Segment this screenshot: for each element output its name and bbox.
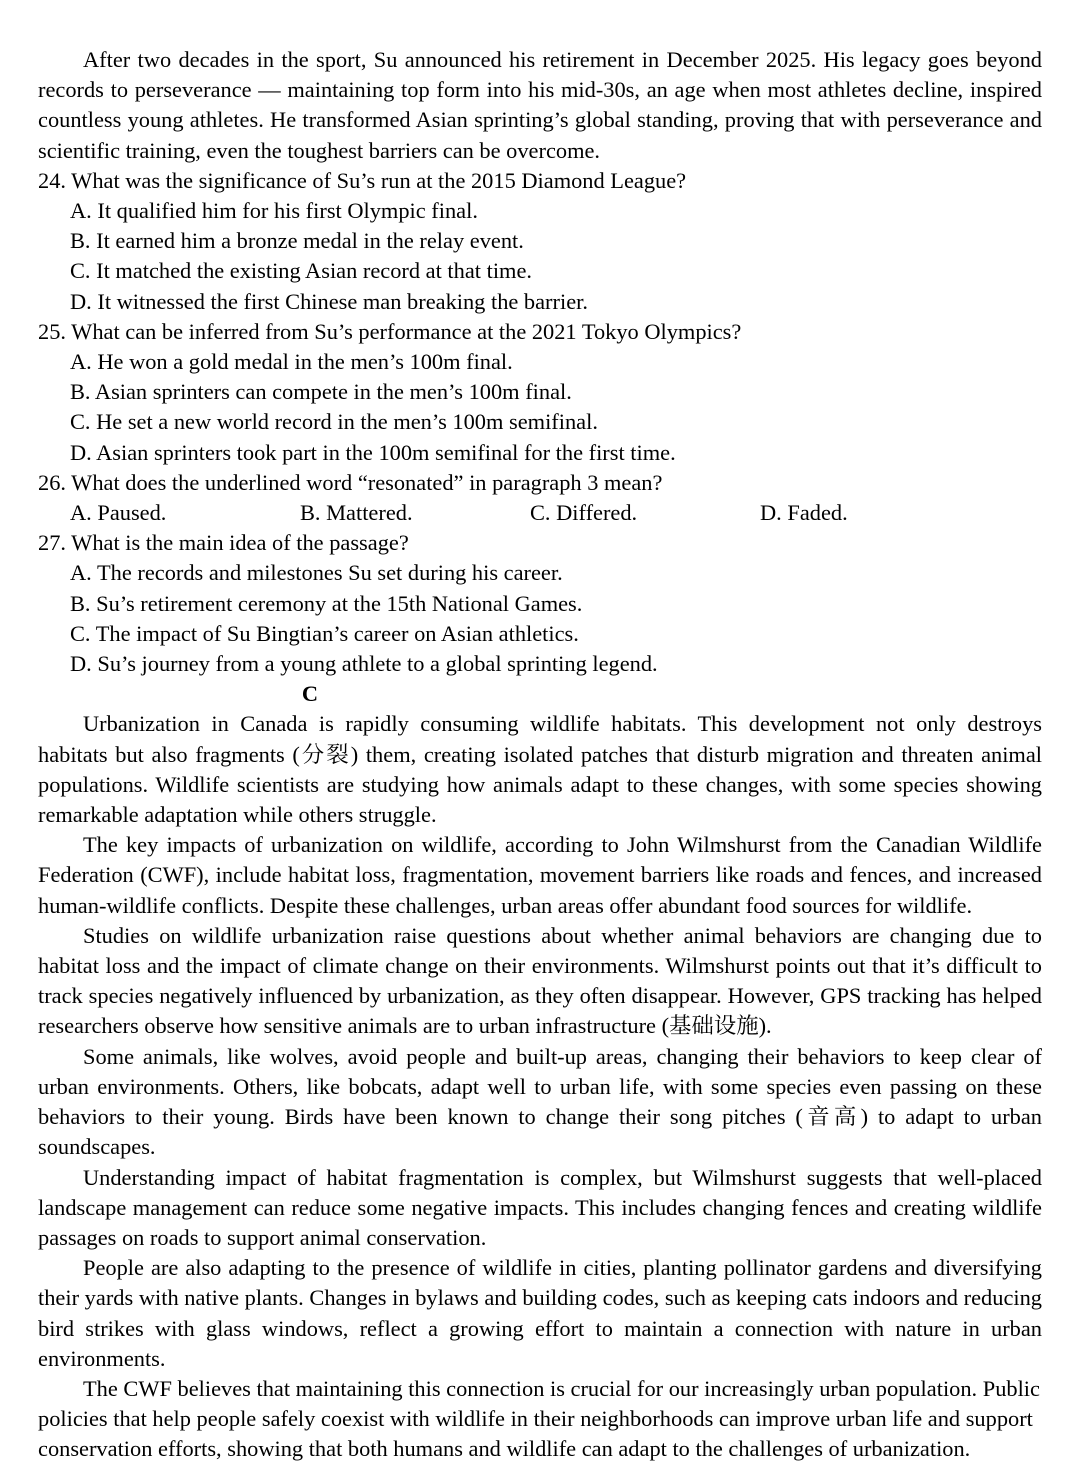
- question-27-option-a[interactable]: A. The records and milestones Su set during his career.: [70, 560, 563, 586]
- section-c-paragraph-6: People are also adapting to the presence of wildlife in cities, planting pollinator gardens and diversifying their yards with native plants. Changes in bylaws and building codes, such as keeping cats indoors and reducing bird strikes with glass windows, reflect a growing effort to maintain a connection with nature in urban environments.: [38, 1255, 1042, 1371]
- question-25-option-d[interactable]: D. Asian sprinters took part in the 100m semifinal for the first time.: [70, 439, 676, 465]
- question-25-option-b[interactable]: B. Asian sprinters can compete in the men’s 100m final.: [70, 379, 572, 405]
- question-25-stem: 25. What can be inferred from Su’s performance at the 2021 Tokyo Olympics?: [38, 318, 742, 344]
- question-24-option-d[interactable]: D. It witnessed the first Chinese man breaking the barrier.: [70, 288, 588, 314]
- question-24-option-a[interactable]: A. It qualified him for his first Olympic final.: [70, 198, 478, 224]
- question-27-option-d[interactable]: D. Su’s journey from a young athlete to a global sprinting legend.: [70, 651, 658, 677]
- question-24-option-c[interactable]: C. It matched the existing Asian record at that time.: [70, 258, 532, 284]
- section-c-paragraph-1: Urbanization in Canada is rapidly consuming wildlife habitats. This development not only destroys habitats but also fragments (分裂) them, creating isolated patches that disturb migration and threaten animal populations. Wildlife scientists are studying how animals adapt to these changes, with some species showing remarkable adaptation while others struggle.: [38, 711, 1042, 828]
- question-26-stem: 26. What does the underlined word “resonated” in paragraph 3 mean?: [38, 469, 663, 495]
- question-26-option-d[interactable]: D. Faded.: [760, 500, 848, 526]
- intro-paragraph: After two decades in the sport, Su announced his retirement in December 2025. His legacy goes beyond records to perseverance — maintaining top form into his mid-30s, an age when most athletes decline, inspired countless young athletes. He transformed Asian sprinting’s global standing, proving that with perseverance and scientific training, even the toughest barriers can be overcome.: [38, 47, 1042, 163]
- question-25-option-a[interactable]: A. He won a gold medal in the men’s 100m final.: [70, 349, 513, 375]
- question-25-option-c[interactable]: C. He set a new world record in the men’s 100m semifinal.: [70, 409, 598, 435]
- question-26-option-b[interactable]: B. Mattered.: [300, 500, 413, 526]
- question-26-options-row: [38, 498, 1042, 528]
- section-c-paragraph-4: Some animals, like wolves, avoid people and built-up areas, changing their behaviors to keep clear of urban environments. Others, like bobcats, adapt well to urban life, with some species even passing on these behaviors to their young. Birds have been known to change their song pitches (音高) to adapt to urban soundscapes.: [38, 1043, 1042, 1160]
- section-c-paragraph-2: The key impacts of urbanization on wildlife, according to John Wilmshurst from the Canadian Wildlife Federation (CWF), include habitat loss, fragmentation, movement barriers like roads and fences, and increased human-wildlife conflicts. Despite these challenges, urban areas offer abundant food sources for wildlife.: [38, 832, 1042, 918]
- question-26-option-a[interactable]: A. Paused.: [70, 500, 167, 526]
- section-c-paragraph-7: The CWF believes that maintaining this connection is crucial for our increasingly urban population. Public policies that help people safely coexist with wildlife in their neighborhoods can improve urban life and support conservation efforts, showing that both humans and wildlife can adapt to the challenges of urbanization.: [38, 1375, 1040, 1462]
- question-27-stem: 27. What is the main idea of the passage?: [38, 530, 409, 556]
- question-24-option-b[interactable]: B. It earned him a bronze medal in the relay event.: [70, 228, 524, 254]
- section-letter-c: C: [301, 681, 319, 707]
- section-c-paragraph-5: Understanding impact of habitat fragmentation is complex, but Wilmshurst suggests that well-placed landscape management can reduce some negative impacts. This includes changing fences and creating wildlife passages on roads to support animal conservation.: [38, 1164, 1042, 1250]
- question-24-stem: 24. What was the significance of Su’s run at the 2015 Diamond League?: [38, 167, 687, 193]
- question-26-option-c[interactable]: C. Differed.: [530, 500, 638, 526]
- question-27-option-b[interactable]: B. Su’s retirement ceremony at the 15th National Games.: [70, 590, 583, 616]
- question-27-option-c[interactable]: C. The impact of Su Bingtian’s career on Asian athletics.: [70, 620, 579, 646]
- section-c-paragraph-3: Studies on wildlife urbanization raise questions about whether animal behaviors are changing due to habitat loss and the impact of climate change on their environments. Wilmshurst points out that it’s difficult to track species negatively influenced by urbanization, as they often disappear. However, GPS tracking has helped researchers observe how sensitive animals are to urban infrastructure (基础设施).: [38, 922, 1042, 1039]
